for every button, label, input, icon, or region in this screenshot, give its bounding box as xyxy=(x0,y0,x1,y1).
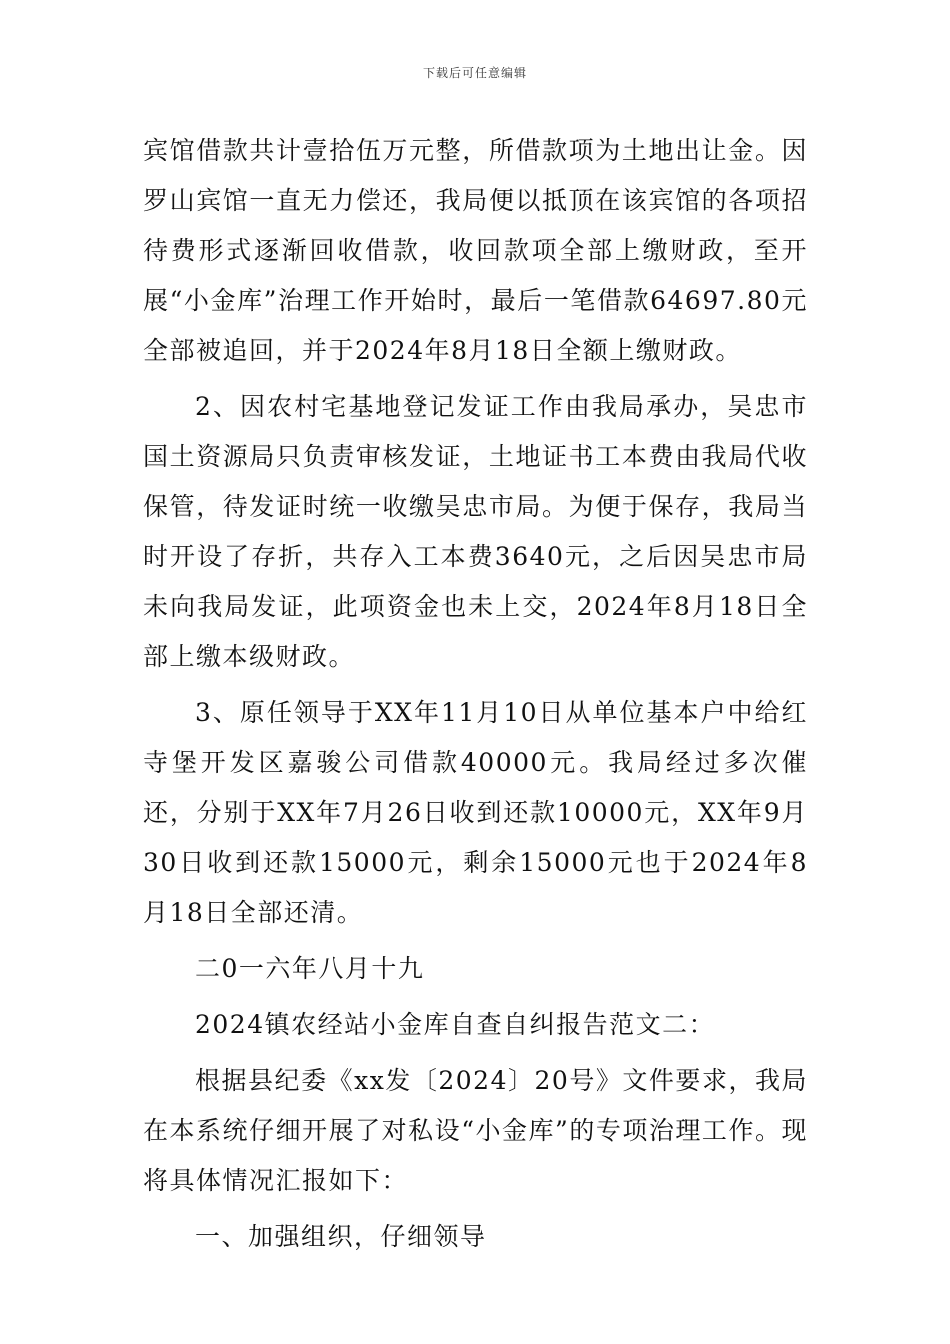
date-line: 二0一六年八月十九 xyxy=(195,954,425,983)
section-heading-one: 一、加强组织，仔细领导 xyxy=(195,1222,487,1251)
section-title: 2024镇农经站小金库自查自纠报告范文二： xyxy=(195,1010,716,1039)
paragraph-item-2: 2、因农村宅基地登记发证工作由我局承办，吴忠市国土资源局只负责审核发证，土地证书工本费由我局代收保管，待发证时统一收缴吴忠市局。为便于保存，我局当时开设了存折，共存入工本费3640元，之后因吴忠市局未向我局发证，此项资金也未上交，2024年8月18日全部上缴本级财政。 xyxy=(143,392,808,671)
paragraph-intro: 根据县纪委《xx发〔2024〕20号》文件要求，我局在本系统仔细开展了对私设“小金库”的专项治理工作。现将具体情况汇报如下： xyxy=(143,1066,808,1195)
page-header: 下载后可任意编辑 xyxy=(422,66,527,80)
paragraph-item-3: 3、原任领导于XX年11月10日从单位基本户中给红寺堡开发区嘉骏公司借款40000元。我局经过多次催还，分别于XX年7月26日收到还款10000元，XX年9月30日收到还款15000元，剩余15000元也于2024年8月18日全部还清。 xyxy=(143,698,808,927)
document-body xyxy=(143,126,808,1262)
paragraph-loan-repayment: 宾馆借款共计壹拾伍万元整，所借款项为土地出让金。因罗山宾馆一直无力偿还，我局便以抵顶在该宾馆的各项招待费形式逐渐回收借款，收回款项全部上缴财政，至开展“小金库”治理工作开始时，最后一笔借款64697.80元全部被追回，并于2024年8月18日全额上缴财政。 xyxy=(143,136,808,365)
